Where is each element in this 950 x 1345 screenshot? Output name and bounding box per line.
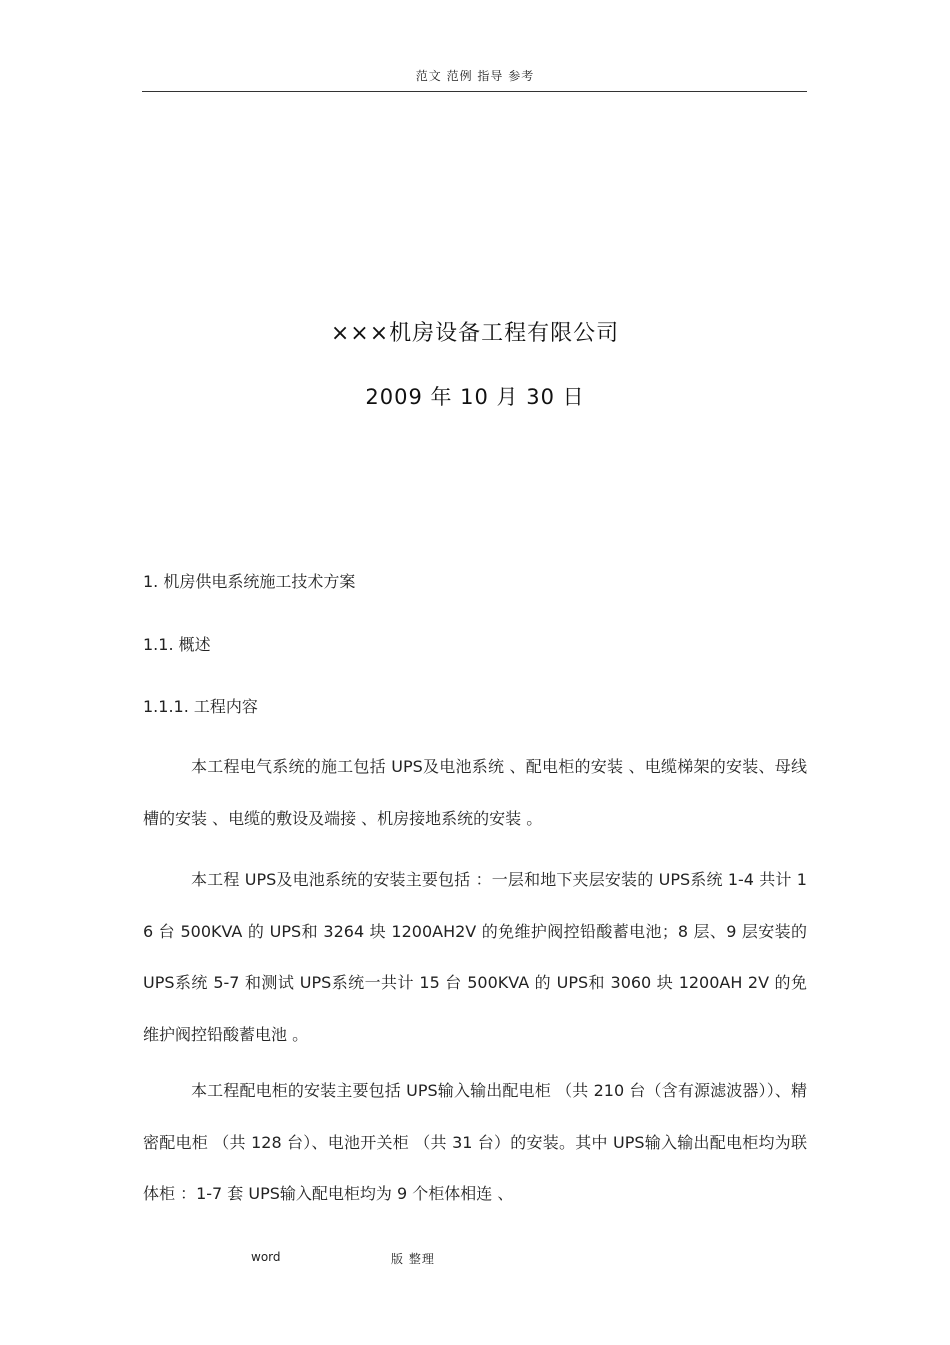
section-heading-1-1: 1.1. 概述 [143, 635, 211, 654]
company-name: ×××机房设备工程有限公司 [330, 321, 620, 346]
section-heading-1: 1. 机房供电系统施工技术方案 [143, 572, 356, 591]
section-heading-1-1-1: 1.1.1. 工程内容 [143, 697, 258, 716]
paragraph-cabinets: 本工程配电柜的安装主要包括 UPS输入输出配电柜 （共 210 台（含有源滤波器））、精密配电柜 （共 128 台）、电池开关柜 （共 31 台）的安装。其中 UPS输入输出配电柜均为联体柜 ：1-7 套 UPS输入配电柜均为 9 个柜体相连 、 [143, 1081, 807, 1203]
footer-word: word [251, 1250, 281, 1264]
paragraph-scope: 本工程电气系统的施工包括 UPS及电池系统 、配电柜的安装 、电缆梯架的安装、母线槽的安装 、电缆的敷设及端接 、机房接地系统的安装 。 [143, 757, 807, 828]
document-date: 2009 年 10 月 30 日 [365, 385, 585, 409]
footer-edition: 版 整理 [391, 1252, 435, 1266]
header-divider [142, 91, 807, 92]
page-header: 范文 范例 指导 参考 [415, 69, 535, 83]
paragraph-ups: 本工程 UPS及电池系统的安装主要包括 ：一层和地下夹层安装的 UPS系统 1-4 共计 16 台 500KVA 的 UPS和 3264 块 1200AH2V 的免维护阀控铅酸蓄电池；8 层、9 层安装的 UPS系统 5-7 和测试 UPS系统一共计 15 台 500KVA 的 UPS和 3060 块 1200AH 2V 的免维护阀控铅酸蓄电池 。 [143, 870, 807, 1044]
